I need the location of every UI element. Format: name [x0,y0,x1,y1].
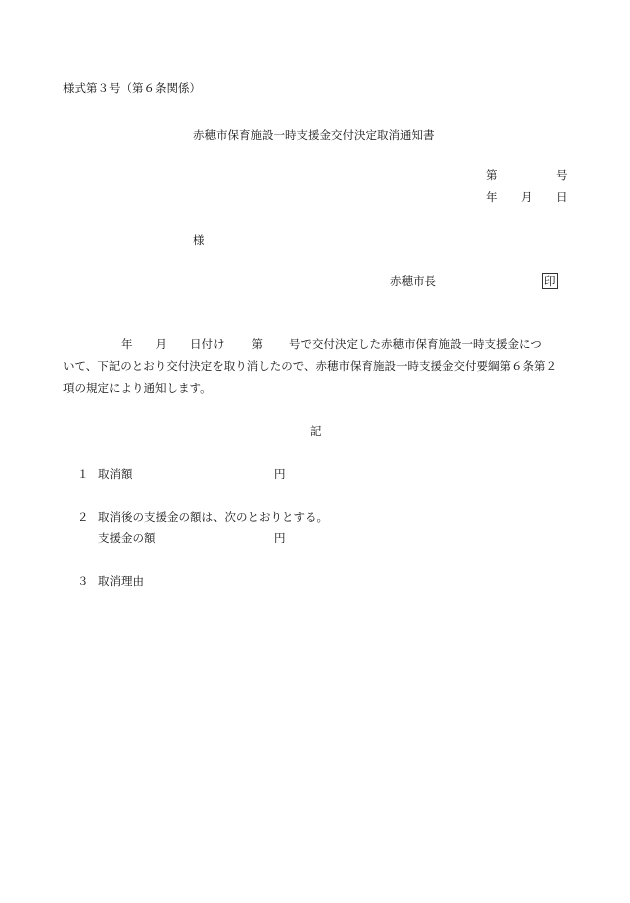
item-label: 取消額 [98,467,133,481]
body-line-2: いて、下記のとおり交付決定を取り消したので、赤穂市保育施設一時支援金交付要綱第６条第２ [63,359,558,373]
document-title: 赤穂市保育施設一時支援金交付決定取消通知書 [193,128,435,142]
item-label: 取消後の支援金の額は、次のとおりとする。 [98,510,328,524]
notice-body [63,333,573,399]
seal-mark: 印 [544,274,556,288]
date-year: 年 [486,190,498,204]
item-unit: 円 [274,467,286,481]
date-day: 日 [556,190,568,204]
reference-go: 号 [556,168,568,182]
body-line-1-rest: 号で交付決定した赤穂市保育施設一時支援金につ [289,337,542,351]
body-dated: 日付け [190,337,225,351]
item-number: ２ [77,510,89,524]
item-number: １ [77,467,89,481]
item-label: 取消理由 [98,574,144,588]
recipient-suffix: 様 [193,233,205,247]
item-number: ３ [77,574,89,588]
body-month: 月 [155,337,167,351]
form-number: 様式第３号（第６条関係） [63,81,201,95]
body-line-3: 項の規定により通知します。 [63,381,212,395]
reference-dai: 第 [486,168,498,182]
body-year: 年 [121,337,133,351]
body-line-1 [63,333,573,355]
date-month: 月 [521,190,533,204]
item-sub-label: 支援金の額 [98,531,156,545]
body-dai: 第 [251,337,263,351]
ki-heading: 記 [310,424,322,438]
sender-title: 赤穂市長 [390,274,436,288]
item-unit: 円 [274,531,286,545]
